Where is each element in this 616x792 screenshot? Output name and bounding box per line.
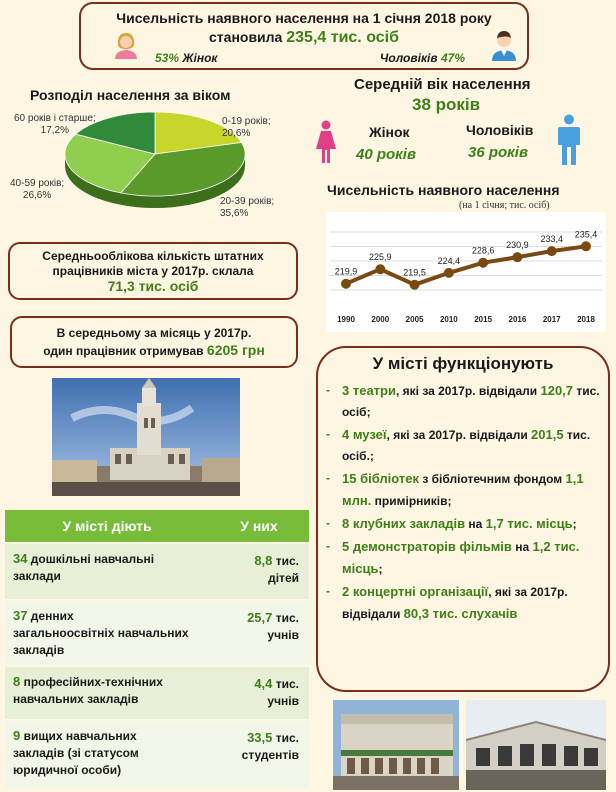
- wage-line2: [12, 342, 296, 360]
- chart-plot-bg: [326, 212, 606, 332]
- data-point-1990: [341, 279, 351, 289]
- staff-line1: Середньооблікова кількість штатних: [42, 249, 264, 263]
- data-label-2005: 219,5: [403, 267, 426, 278]
- x-tick-1990: 1990: [337, 315, 355, 324]
- avg-women-label: Жінок: [369, 124, 410, 140]
- avg-women-value: 40 років: [356, 146, 417, 163]
- x-tick-2005: 2005: [405, 315, 424, 324]
- data-label-2018: 235,4: [574, 229, 598, 240]
- list-item: - 8 клубних закладів на 1,7 тис. місць;: [326, 516, 577, 531]
- concert-hall-photo: [466, 700, 606, 790]
- data-label-2010: 224,4: [437, 255, 461, 266]
- education-header: [5, 510, 309, 542]
- table-row: 9 вищих навчальних закладів (зі статусом юридичної особи) 33,5 тис. студентів: [5, 721, 309, 787]
- pie-label-40-59: 40-59 років; 26,6%: [10, 178, 65, 201]
- facilities-list: [318, 374, 608, 625]
- table-row: 8 професійних-технічних навчальних закладів 4,4 тис. учнів: [5, 667, 309, 719]
- x-tick-2015: 2015: [474, 315, 493, 324]
- staff-box: [8, 242, 298, 300]
- header-line1: Чисельність наявного населення на 1 січня 2018 року: [116, 10, 492, 26]
- wage-line2-text: один працівник отримував: [43, 344, 204, 358]
- women-share: [155, 51, 218, 65]
- data-point-2017: [547, 246, 557, 256]
- list-item: - 3 театри, які за 2017р. відвідали 120,7 тис. осіб;: [326, 383, 600, 419]
- wage-box: [10, 316, 298, 368]
- avg-men-label: Чоловіків: [466, 122, 534, 138]
- men-pct: 47%: [440, 51, 465, 65]
- list-item: - 15 бібліотек з бібліотечним фондом 1,1 млн. примірників;: [326, 471, 584, 508]
- data-point-2016: [512, 252, 522, 262]
- man-avatar-icon: [489, 27, 519, 63]
- wage-value: 6205 грн: [206, 342, 265, 358]
- theatre-photo: [333, 700, 459, 790]
- population-header: [79, 2, 529, 70]
- data-label-1990: 219,9: [334, 266, 358, 277]
- education-header-left: У місті діють: [62, 518, 152, 534]
- female-icon: [315, 120, 337, 164]
- pie-label-0-19: 0-19 років; 20,6%: [222, 116, 271, 139]
- list-item: - 4 музеї, які за 2017р. відвідали 201,5 тис. осіб.;: [326, 427, 591, 463]
- male-icon: [556, 114, 582, 166]
- data-label-2017: 233,4: [540, 234, 563, 245]
- x-tick-2017: 2017: [542, 315, 561, 324]
- education-header-right: У них: [240, 518, 278, 534]
- wage-line1: В середньому за місяць у 2017р.: [56, 326, 252, 340]
- header-line2: [81, 29, 527, 47]
- table-row: 37 денних загальноосвітніх навчальних закладів 25,7 тис. учнів: [5, 601, 309, 665]
- table-row: 34 дошкільні навчальні заклади 8,8 тис. дітей: [5, 544, 309, 599]
- header-line2-prefix: становила: [209, 29, 283, 45]
- facilities-title: У місті функціонують: [372, 354, 554, 373]
- x-tick-2010: 2010: [439, 315, 458, 324]
- data-point-2018: [581, 241, 591, 251]
- population-line-chart: [326, 212, 606, 332]
- pie-label-20-39: 20-39 років; 35,6%: [220, 196, 275, 219]
- chart-subtitle: (на 1 січня; тис. осіб): [459, 200, 550, 211]
- x-tick-2000: 2000: [371, 315, 390, 324]
- data-label-2016: 230,9: [506, 240, 529, 251]
- x-tick-2018: 2018: [577, 315, 595, 324]
- average-age-value: 38 років: [412, 95, 481, 114]
- data-label-2000: 225,9: [369, 252, 392, 263]
- age-distribution-title: Розподіл населення за віком: [30, 87, 231, 103]
- x-tick-2016: 2016: [508, 315, 527, 324]
- men-share: [380, 51, 465, 65]
- chart-title: Чисельність наявного населення: [327, 182, 560, 198]
- staff-line2: працівників міста у 2017р. склала: [52, 264, 254, 278]
- city-hall-photo: [52, 378, 240, 496]
- education-table: [5, 510, 309, 787]
- city-facilities-box: [316, 346, 610, 692]
- list-item: - 5 демонстраторів фільмів на 1,2 тис. місць;: [326, 539, 580, 576]
- women-label: Жінок: [182, 51, 218, 65]
- list-item: - 2 концертні організації, які за 2017р. відвідали 80,3 тис. слухачів: [326, 584, 568, 621]
- data-point-2010: [444, 268, 454, 278]
- population-value: 235,4 тис. осіб: [286, 29, 399, 46]
- data-point-2000: [375, 264, 385, 274]
- pie-label-60-plus: 60 років і старше; 17,2%: [14, 113, 96, 136]
- data-point-2015: [478, 258, 488, 268]
- staff-value: 71,3 тис. осіб: [107, 278, 199, 294]
- average-age-title: Середній вік населення: [354, 76, 531, 93]
- data-point-2005: [410, 280, 420, 290]
- avg-men-value: 36 років: [468, 144, 529, 161]
- women-pct: 53%: [155, 51, 180, 65]
- men-label: Чоловіків: [379, 51, 438, 65]
- data-label-2015: 228,6: [471, 245, 495, 256]
- woman-avatar-icon: [111, 29, 141, 63]
